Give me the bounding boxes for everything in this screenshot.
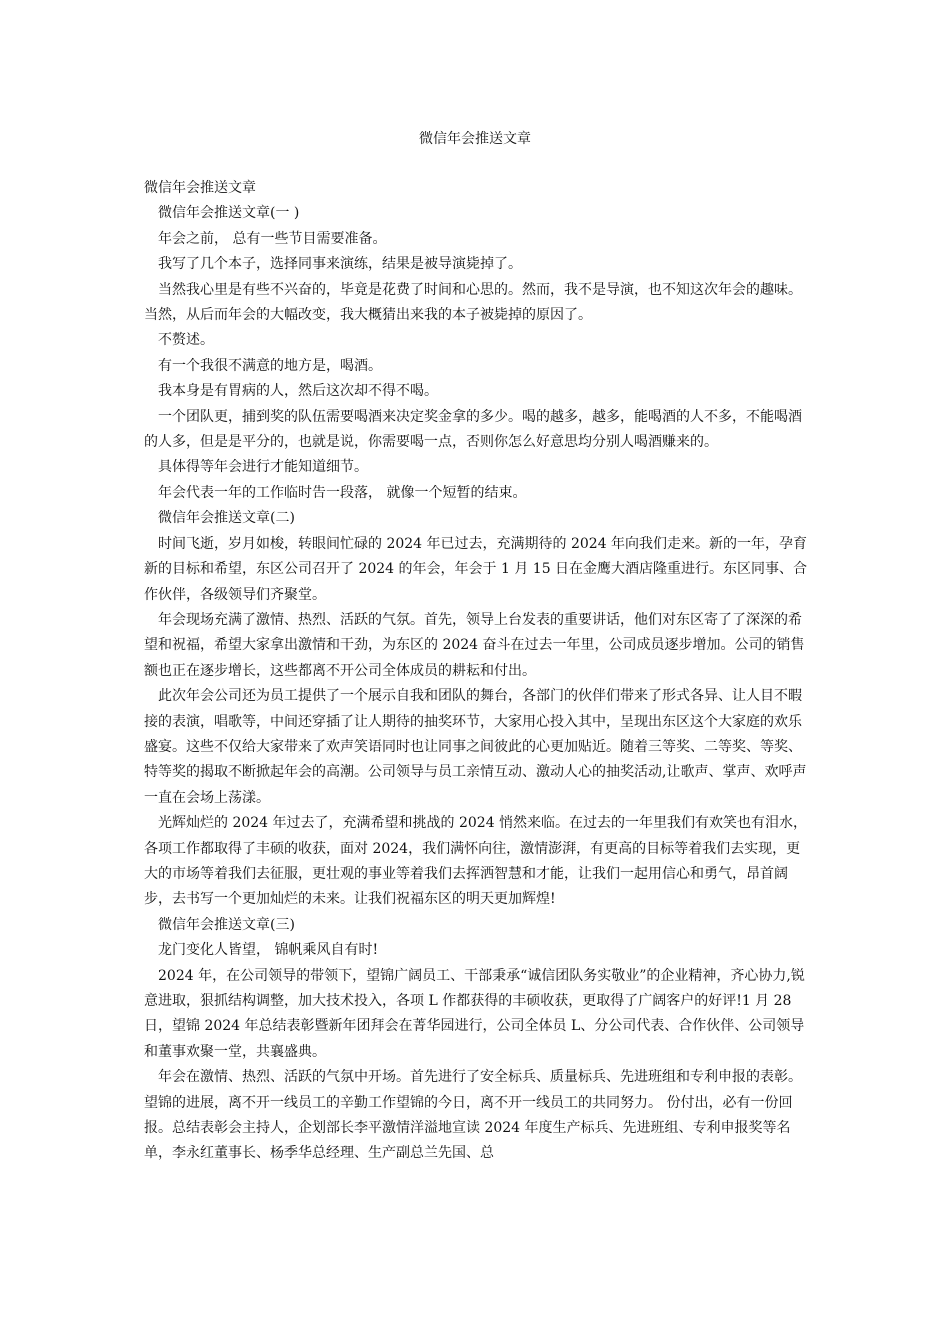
- paragraph: 具体得等年会进行才能知道细节。: [158, 459, 368, 476]
- paragraph: 微信年会推送文章: [144, 180, 256, 196]
- paragraph: 年会代表一年的工作临时告一段落， 就像一个短暂的结束。: [158, 484, 527, 501]
- paragraph: 时间飞逝，岁月如梭，转眼间忙碌的 2024 年已过去，充满期待的 2024 年向我们走来。新的一年，孕育新的目标和希望，东区公司召开了 2024 的年会，年会于 1 月 15 日在金鹰大酒店隆重进行。东区同事、合作伙伴，各级领导们齐聚堂。: [144, 535, 808, 603]
- paragraph: 龙门变化人皆望， 锦帆乘风自有时!: [158, 942, 379, 959]
- paragraph: 年会现场充满了激情、热烈、活跃的气氛。首先，领导上台发表的重要讲话，他们对东区寄了了深深的希望和祝福，希望大家拿出激情和干劲，为东区的 2024 奋斗在过去一年里，公司成员逐步增加。公司的销售额也正在逐步增长，这些都离不开公司全体成员的耕耘和付出。: [144, 611, 805, 679]
- paragraph: 我本身是有胃病的人，然后这次却不得不喝。: [158, 383, 438, 400]
- paragraph: 我写了几个本子，选择同事来演练，结果是被导演毙掉了。: [158, 256, 522, 273]
- document-title: 微信年会推送文章: [419, 131, 531, 147]
- paragraph: 当然我心里是有些不兴奋的，毕竟是花费了时间和心思的。然而，我不是导演，也不知这次年会的趣味。当然，从后而年会的大幅改变，我大概猜出来我的本子被毙掉的原因了。: [144, 281, 802, 324]
- paragraph: 此次年会公司还为员工提供了一个展示自我和团队的舞台，各部门的伙伴们带来了形式各异、让人目不暇接的表演，唱歌等，中间还穿插了让人期待的抽奖环节，大家用心投入其中，呈现出东区这个大家庭的欢乐盛宴。这些不仅给大家带来了欢声笑语同时也让同事之间彼此的心更加贴近。随着三等奖、二等奖、等奖、特等奖的揭取不断掀起年会的高潮。公司领导与员工亲情互动、激动人心的抽奖活动,让歌声、掌声、欢呼声一直在会场上荡漾。: [144, 688, 807, 806]
- paragraph: 微信年会推送文章(三): [158, 916, 295, 933]
- paragraph: 2024 年，在公司领导的带领下，望锦广阔员工、干部秉承“诚信团队务实敬业”的企业精神，齐心协力,锐意进取，狠抓结构调整，加大技术投入，各项 L 作都获得的丰硕收获，更取得了广阔客户的好评!1 月 28 日，望锦 2024 年总结表彰暨新年团拜会在菁华园进行，公司全体员 L、分公司代表、合作伙伴、公司领导和董事欢聚一堂，共襄盛典。: [144, 967, 805, 1060]
- paragraph: 一个团队更，捕到奖的队伍需要喝酒来决定奖金拿的多少。喝的越多，越多，能喝酒的人不多，不能喝酒的人多，但是是平分的，也就是说，你需要喝一点，否则你怎么好意思均分别人喝酒赚来的。: [144, 408, 802, 451]
- paragraph: 不赘述。: [158, 332, 214, 349]
- paragraph: 有一个我很不满意的地方是，喝酒。: [158, 357, 382, 374]
- paragraph: 年会在激情、热烈、活跃的气氛中开场。首先进行了安全标兵、质量标兵、先进班组和专利申报的表彰。望锦的进展，离不开一线员工的辛勤工作望锦的今日，离不开一线员工的共同努力。 份付出，必有一份回报。总结表彰会主持人，企划部长李平激情洋溢地宣读 2024 年度生产标兵、先进班组、专利申报奖等名单，李永红董事长、杨季华总经理、生产副总兰先国、总: [144, 1069, 802, 1162]
- paragraph: 微信年会推送文章(二): [158, 510, 295, 527]
- document-body: [144, 176, 808, 1167]
- paragraph: 光辉灿烂的 2024 年过去了，充满希望和挑战的 2024 悄然来临。在过去的一年里我们有欢笑也有泪水，各项工作都取得了丰硕的收获，面对 2024，我们满怀向往，激情澎湃，有更高的目标等着我们去实现，更大的市场等着我们去征服，更壮观的事业等着我们去挥洒智慧和才能，让我们一起用信心和勇气，昂首阔步，去书写一个更加灿烂的未来。让我们祝福东区的明天更加辉煌!: [144, 815, 808, 908]
- paragraph: 微信年会推送文章(一 ): [158, 205, 300, 222]
- paragraph: 年会之前， 总有一些节目需要准备。: [158, 230, 387, 247]
